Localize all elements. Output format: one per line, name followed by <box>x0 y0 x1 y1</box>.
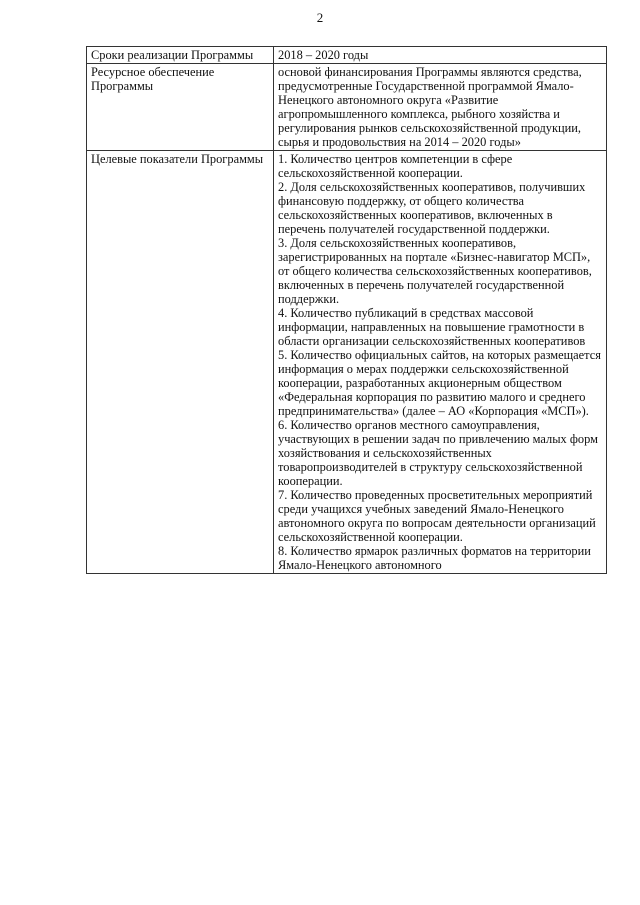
row-value-list <box>274 151 607 574</box>
row-label: Целевые показатели Программы <box>87 151 274 574</box>
indicator-list <box>278 152 602 572</box>
table-row <box>87 64 607 151</box>
row-label: Ресурсное обеспечение Программы <box>87 64 274 151</box>
program-passport-table <box>86 46 607 574</box>
row-value: 2018 – 2020 годы <box>274 47 607 64</box>
table-row <box>87 151 607 574</box>
table-row <box>87 47 607 64</box>
row-label: Сроки реализации Программы <box>87 47 274 64</box>
list-item: 5. Количество официальных сайтов, на которых размещается информация о мерах поддержки сельскохозяйственной кооперации, разработанных акционерным обществом «Федеральная корпорация по развитию малого и среднего предпринимательства» (далее – АО «Корпорация «МСП»). <box>278 348 601 418</box>
list-item: 1. Количество центров компетенции в сфере сельскохозяйственной кооперации. <box>278 152 513 180</box>
page-number: 2 <box>316 10 324 25</box>
list-item: 8. Количество ярмарок различных форматов на территории Ямало-Ненецкого автономного <box>278 544 591 572</box>
list-item: 3. Доля сельскохозяйственных кооперативов, зарегистрированных на портале «Бизнес-навигатор МСП», от общего количества сельскохозяйственных кооперативов, включенных в перечень получателей государственной поддержки. <box>278 236 592 306</box>
list-item: 6. Количество органов местного самоуправления, участвующих в решении задач по привлечению малых форм хозяйствования и сельскохозяйственных товаропроизводителей в структуру сельскохозяйственной кооперации. <box>278 418 598 488</box>
list-item: 7. Количество проведенных просветительных мероприятий среди учащихся учебных заведений Ямало-Ненецкого автономного округа по вопросам деятельности организаций сельскохозяйственной кооперации. <box>278 488 596 544</box>
list-item: 2. Доля сельскохозяйственных кооперативов, получивших финансовую поддержку, от общего количества сельскохозяйственных кооперативов, включенных в перечень получателей государственной поддержки. <box>278 180 586 236</box>
list-item: 4. Количество публикаций в средствах массовой информации, направленных на повышение грамотности в области организации сельскохозяйственных кооперативов <box>278 306 586 348</box>
row-value: основой финансирования Программы являются средства, предусмотренные Государственной программой Ямало-Ненецкого автономного округа «Развитие агропромышленного комплекса, рыбного хозяйства и регулирования рынков сельскохозяйственной продукции, сырья и продовольствия на 2014 – 2020 годы» <box>274 64 607 151</box>
